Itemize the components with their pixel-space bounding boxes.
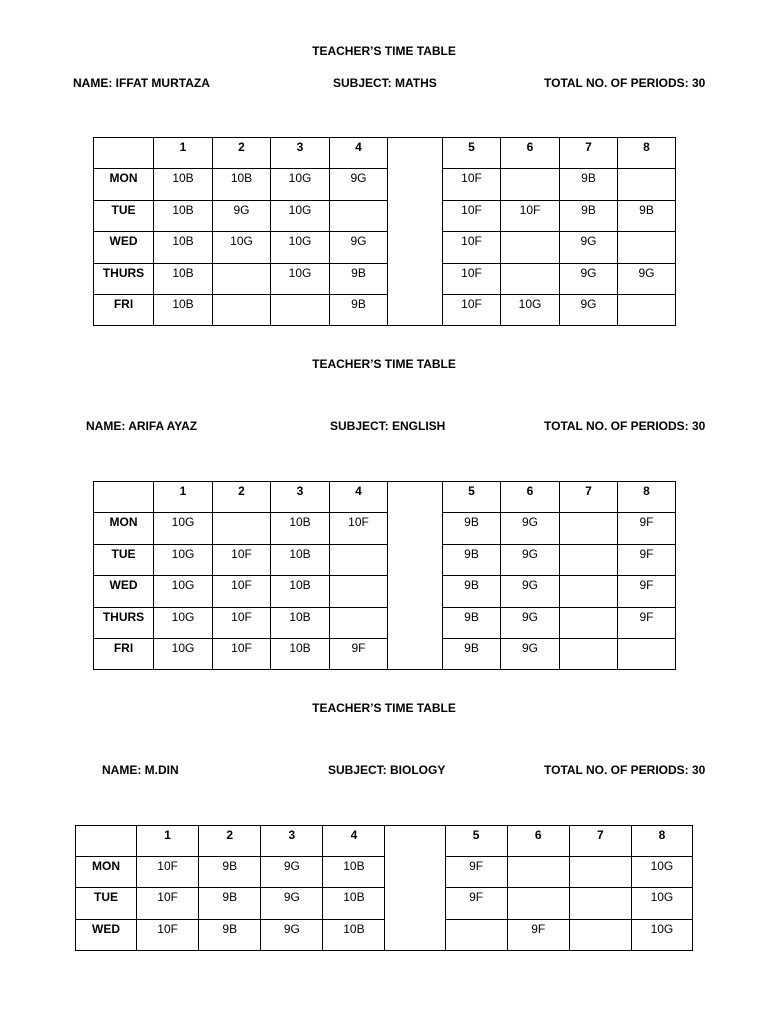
class-cell: 9G xyxy=(213,200,271,231)
class-cell: 10B xyxy=(271,544,330,575)
day-label: MON xyxy=(94,169,154,200)
subject-label: SUBJECT: ENGLISH xyxy=(330,419,446,433)
class-cell: 9B xyxy=(199,857,261,888)
class-cell: 9G xyxy=(618,263,676,294)
class-cell: 10G xyxy=(154,607,213,638)
class-cell: 9G xyxy=(330,169,388,200)
class-cell: 9G xyxy=(261,857,323,888)
break-column xyxy=(388,482,443,670)
table-row xyxy=(94,263,676,294)
subject-label: SUBJECT: MATHS xyxy=(333,76,437,90)
class-cell: 10F xyxy=(213,638,271,669)
period-header: 2 xyxy=(199,826,261,857)
class-cell xyxy=(560,607,618,638)
class-cell: 10G xyxy=(271,200,330,231)
header-row xyxy=(94,482,676,513)
table-row xyxy=(94,169,676,200)
total-periods: TOTAL NO. OF PERIODS: 30 xyxy=(544,763,706,777)
period-header: 8 xyxy=(618,138,676,169)
class-cell xyxy=(330,607,388,638)
total-periods: TOTAL NO. OF PERIODS: 30 xyxy=(544,419,706,433)
class-cell: 9F xyxy=(618,544,676,575)
teacher-name: NAME: ARIFA AYAZ xyxy=(86,419,198,433)
day-label: MON xyxy=(76,857,137,888)
class-cell: 9G xyxy=(501,544,560,575)
class-cell: 9F xyxy=(618,607,676,638)
class-cell: 10G xyxy=(631,888,692,919)
class-cell: 9G xyxy=(560,232,618,263)
header-row xyxy=(94,138,676,169)
class-cell xyxy=(213,294,271,325)
table-row xyxy=(94,294,676,325)
class-cell: 9B xyxy=(199,919,261,950)
class-cell: 9G xyxy=(261,888,323,919)
class-cell: 10G xyxy=(271,169,330,200)
class-cell: 9G xyxy=(560,294,618,325)
class-cell: 10B xyxy=(213,169,271,200)
period-header: 8 xyxy=(618,482,676,513)
class-cell: 10G xyxy=(631,919,692,950)
period-header: 2 xyxy=(213,482,271,513)
class-cell xyxy=(501,263,560,294)
class-cell: 9F xyxy=(330,638,388,669)
class-cell: 9G xyxy=(330,232,388,263)
table-row xyxy=(94,576,676,607)
class-cell: 9B xyxy=(560,169,618,200)
class-cell: 9F xyxy=(445,888,507,919)
class-cell: 10F xyxy=(137,888,199,919)
day-label: FRI xyxy=(94,638,154,669)
header-row xyxy=(76,826,693,857)
day-label: TUE xyxy=(94,544,154,575)
break-column xyxy=(385,826,445,951)
class-cell: 10F xyxy=(443,232,501,263)
class-cell xyxy=(330,200,388,231)
day-label: WED xyxy=(94,576,154,607)
class-cell: 10B xyxy=(154,200,213,231)
table-row xyxy=(94,200,676,231)
day-label: FRI xyxy=(94,294,154,325)
period-header: 2 xyxy=(213,138,271,169)
class-cell: 10B xyxy=(323,919,385,950)
class-cell: 9G xyxy=(501,513,560,544)
class-cell: 9G xyxy=(501,576,560,607)
table-row xyxy=(94,544,676,575)
class-cell: 10F xyxy=(213,607,271,638)
class-cell xyxy=(618,294,676,325)
class-cell: 10G xyxy=(271,263,330,294)
class-cell xyxy=(507,857,569,888)
class-cell: 9B xyxy=(199,888,261,919)
class-cell: 10F xyxy=(213,576,271,607)
subject-label: SUBJECT: BIOLOGY xyxy=(328,763,446,777)
day-label: TUE xyxy=(76,888,137,919)
class-cell: 9B xyxy=(443,544,501,575)
class-cell: 10G xyxy=(154,513,213,544)
class-cell: 10F xyxy=(137,919,199,950)
day-label: WED xyxy=(76,919,137,950)
period-header: 5 xyxy=(443,138,501,169)
teacher-name: NAME: IFFAT MURTAZA xyxy=(73,76,210,90)
class-cell: 10B xyxy=(271,638,330,669)
class-cell xyxy=(560,638,618,669)
period-header: 7 xyxy=(569,826,631,857)
class-cell: 10B xyxy=(154,169,213,200)
class-cell: 10G xyxy=(213,232,271,263)
class-cell xyxy=(569,888,631,919)
class-cell: 10B xyxy=(323,888,385,919)
class-cell: 9G xyxy=(560,263,618,294)
class-cell xyxy=(560,513,618,544)
class-cell: 9G xyxy=(501,638,560,669)
class-cell: 10G xyxy=(631,857,692,888)
class-cell: 10F xyxy=(330,513,388,544)
period-header: 3 xyxy=(261,826,323,857)
teacher-name: NAME: M.DIN xyxy=(102,763,179,777)
break-column xyxy=(388,138,443,326)
class-cell: 10F xyxy=(137,857,199,888)
class-cell: 9B xyxy=(443,638,501,669)
class-cell xyxy=(213,263,271,294)
class-cell: 10B xyxy=(323,857,385,888)
class-cell: 9B xyxy=(443,513,501,544)
class-cell xyxy=(618,638,676,669)
period-header: 4 xyxy=(323,826,385,857)
class-cell: 10F xyxy=(443,294,501,325)
day-label: WED xyxy=(94,232,154,263)
period-header: 7 xyxy=(560,482,618,513)
period-header: 1 xyxy=(154,482,213,513)
class-cell: 9F xyxy=(445,857,507,888)
class-cell xyxy=(569,857,631,888)
class-cell xyxy=(560,544,618,575)
corner-cell xyxy=(76,826,137,857)
class-cell: 10G xyxy=(271,232,330,263)
class-cell: 9B xyxy=(330,263,388,294)
class-cell xyxy=(618,169,676,200)
class-cell: 10G xyxy=(154,544,213,575)
class-cell: 10B xyxy=(154,263,213,294)
class-cell: 10F xyxy=(443,169,501,200)
class-cell: 10B xyxy=(271,513,330,544)
timetable-grid xyxy=(93,137,676,326)
corner-cell xyxy=(94,138,154,169)
day-label: MON xyxy=(94,513,154,544)
class-cell xyxy=(330,544,388,575)
table-row xyxy=(94,232,676,263)
table-row xyxy=(94,638,676,669)
period-header: 6 xyxy=(501,482,560,513)
timetable-title: TEACHER’S TIME TABLE xyxy=(312,44,456,58)
timetable-grid xyxy=(93,481,676,670)
class-cell xyxy=(560,576,618,607)
period-header: 5 xyxy=(445,826,507,857)
class-cell: 10F xyxy=(501,200,560,231)
class-cell: 9F xyxy=(618,576,676,607)
timetable-title: TEACHER’S TIME TABLE xyxy=(312,701,456,715)
class-cell xyxy=(213,513,271,544)
table-row xyxy=(76,857,693,888)
class-cell: 10B xyxy=(271,607,330,638)
class-cell: 10G xyxy=(154,638,213,669)
class-cell: 9B xyxy=(443,607,501,638)
class-cell: 10G xyxy=(501,294,560,325)
table-row xyxy=(94,607,676,638)
total-periods: TOTAL NO. OF PERIODS: 30 xyxy=(544,76,706,90)
class-cell: 9F xyxy=(618,513,676,544)
class-cell xyxy=(501,169,560,200)
day-label: TUE xyxy=(94,200,154,231)
table-row xyxy=(94,513,676,544)
period-header: 5 xyxy=(443,482,501,513)
class-cell xyxy=(501,232,560,263)
period-header: 3 xyxy=(271,138,330,169)
period-header: 6 xyxy=(507,826,569,857)
class-cell: 10F xyxy=(443,263,501,294)
class-cell: 9B xyxy=(443,576,501,607)
period-header: 6 xyxy=(501,138,560,169)
class-cell xyxy=(330,576,388,607)
timetable-grid xyxy=(75,825,693,951)
class-cell: 10B xyxy=(271,576,330,607)
class-cell xyxy=(507,888,569,919)
class-cell xyxy=(271,294,330,325)
class-cell: 9B xyxy=(330,294,388,325)
class-cell: 10F xyxy=(213,544,271,575)
class-cell: 9F xyxy=(507,919,569,950)
day-label: THURS xyxy=(94,607,154,638)
period-header: 1 xyxy=(154,138,213,169)
class-cell xyxy=(618,232,676,263)
period-header: 8 xyxy=(631,826,692,857)
class-cell: 9G xyxy=(501,607,560,638)
class-cell xyxy=(445,919,507,950)
timetable-title: TEACHER’S TIME TABLE xyxy=(312,357,456,371)
period-header: 1 xyxy=(137,826,199,857)
class-cell: 10B xyxy=(154,294,213,325)
period-header: 3 xyxy=(271,482,330,513)
period-header: 7 xyxy=(560,138,618,169)
table-row xyxy=(76,919,693,950)
class-cell: 9B xyxy=(560,200,618,231)
period-header: 4 xyxy=(330,138,388,169)
class-cell: 10F xyxy=(443,200,501,231)
class-cell xyxy=(569,919,631,950)
class-cell: 10G xyxy=(154,576,213,607)
class-cell: 9G xyxy=(261,919,323,950)
corner-cell xyxy=(94,482,154,513)
day-label: THURS xyxy=(94,263,154,294)
class-cell: 10B xyxy=(154,232,213,263)
table-row xyxy=(76,888,693,919)
class-cell: 9B xyxy=(618,200,676,231)
period-header: 4 xyxy=(330,482,388,513)
